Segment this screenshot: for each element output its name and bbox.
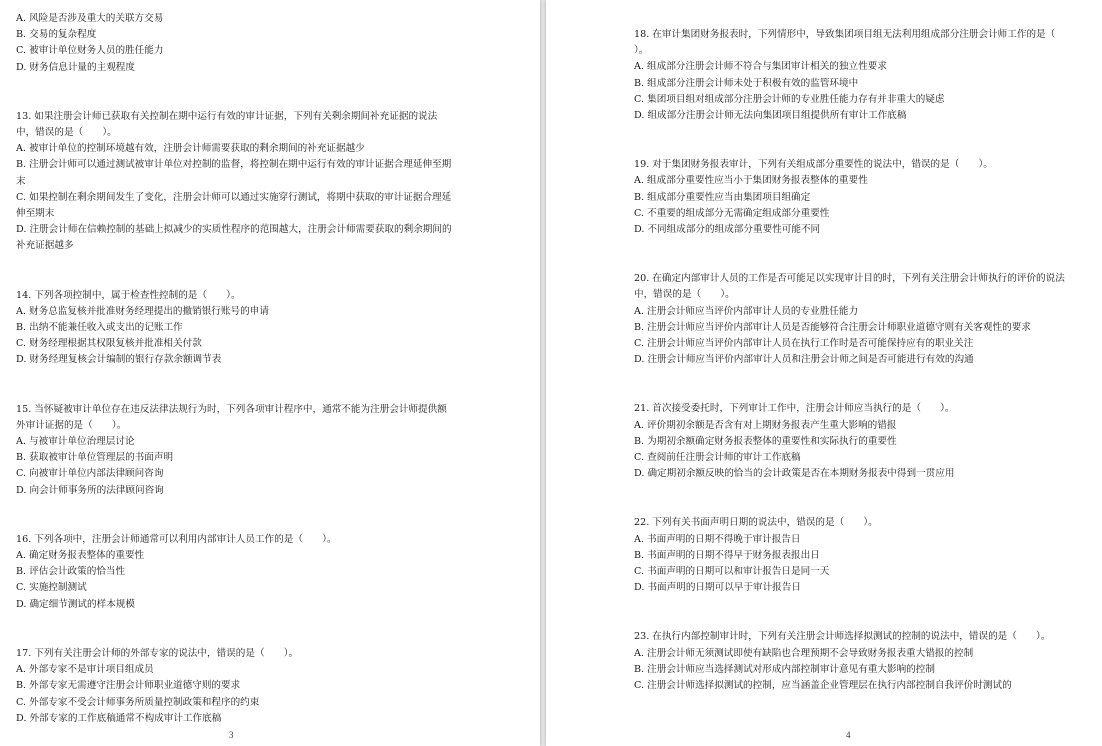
question-block bbox=[634, 515, 1066, 596]
answer-option: C. 财务经理根据其权限复核并批准相关付款 bbox=[16, 338, 202, 350]
answer-option: C. 注册会计师选择拟测试的控制，应当涵盖企业管理层在执行内部控制自我评价时测试的 bbox=[634, 680, 1012, 692]
question-block bbox=[634, 27, 1075, 124]
answer-option: A. 书面声明的日期不得晚于审计报告日 bbox=[634, 533, 801, 545]
answer-option: D. 外部专家的工作底稿通常不构成审计工作底稿 bbox=[16, 712, 222, 724]
answer-option: A. 注册会计师应当评价内部审计人员的专业胜任能力 bbox=[634, 305, 859, 317]
answer-option: A. 与被审计单位治理层讨论 bbox=[16, 436, 135, 448]
answer-option: B. 获取被审计单位管理层的书面声明 bbox=[16, 452, 174, 464]
question-stem: 23. 在执行内部控制审计时，下列有关注册会计师选择拟测试的控制的说法中，错误的是（ ）。 bbox=[634, 631, 1051, 643]
answer-option: D. 注册会计师应当评价内部审计人员和注册会计师之间是否可能进行有效的沟通 bbox=[634, 354, 974, 366]
answer-option: A. 风险是否涉及重大的关联方交易 bbox=[16, 13, 164, 24]
answer-option: B. 组成部分注册会计师未处于积极有效的监管环境中 bbox=[634, 77, 859, 89]
answer-option: B. 评估会计政策的恰当性 bbox=[16, 566, 126, 578]
question-stem: 13. 如果注册会计师已获取有关控制在期中运行有效的审计证据，下列有关剩余期间补充证据的说法中，错误的是（ ）。 bbox=[16, 110, 438, 139]
answer-option: D. 财务信息计量的主观程度 bbox=[16, 61, 135, 73]
answer-option: A. 确定财务报表整体的重要性 bbox=[16, 550, 145, 562]
answer-option: C. 被审计单位财务人员的胜任能力 bbox=[16, 45, 164, 57]
answer-option: D. 确定细节测试的样本规模 bbox=[16, 598, 135, 610]
question-block bbox=[16, 646, 452, 727]
answer-option: B. 注册会计师可以通过测试被审计单位对控制的监督，将控制在期中运行有效的审计证据合理延伸至期末 bbox=[16, 159, 452, 187]
answer-option: B. 书面声明的日期不得早于财务报表报出日 bbox=[634, 549, 820, 561]
answer-option: C. 注册会计师应当评价内部审计人员在执行工作时是否可能保持应有的职业关注 bbox=[634, 338, 974, 350]
page-number: 4 bbox=[846, 730, 851, 740]
answer-option: D. 财务经理复核会计编制的银行存款余额调节表 bbox=[16, 354, 222, 366]
question-block bbox=[634, 401, 1066, 482]
answer-option: C. 实施控制测试 bbox=[16, 582, 87, 594]
question-block bbox=[16, 532, 452, 613]
question-stem: 21. 首次接受委托时，下列审计工作中，注册会计师应当执行的是（ ）。 bbox=[634, 403, 955, 415]
answer-option: B. 组成部分重要性应当由集团项目组确定 bbox=[634, 191, 811, 203]
answer-option: D. 书面声明的日期可以早于审计报告日 bbox=[634, 582, 801, 594]
question-stem: 14. 下列各项控制中，属于检查性控制的是（ ）。 bbox=[16, 289, 241, 301]
answer-option: C. 外部专家不受会计师事务所质量控制政策和程序的约束 bbox=[16, 696, 260, 708]
answer-option: A. 组成部分注册会计师不符合与集团审计相关的独立性要求 bbox=[634, 61, 887, 73]
answer-option: B. 注册会计师应当选择测试对形成内部控制审计意见有重大影响的控制 bbox=[634, 663, 935, 675]
answer-option: C. 不重要的组成部分无需确定组成部分重要性 bbox=[634, 207, 830, 219]
answer-option: D. 组成部分注册会计师无法向集团项目组提供所有审计工作底稿 bbox=[634, 110, 907, 122]
answer-option: D. 向会计师事务所的法律顾问咨询 bbox=[16, 484, 164, 496]
answer-option: B. 为期初余额确定财务报表整体的重要性和实际执行的重要性 bbox=[634, 435, 897, 447]
document-page bbox=[546, 0, 1102, 746]
question-block bbox=[634, 157, 1066, 238]
answer-option: B. 注册会计师应当评价内部审计人员是否能够符合注册会计师职业道德守则有关客观性的要求 bbox=[634, 321, 1031, 333]
question-stem: 18. 在审计集团财务报表时，下列情形中，导致集团项目组无法利用组成部分注册会计师工作的是（ ）。 bbox=[634, 29, 1075, 57]
question-block bbox=[16, 11, 452, 76]
answer-option: B. 交易的复杂程度 bbox=[16, 29, 97, 41]
page-number: 3 bbox=[229, 730, 234, 740]
page-content bbox=[16, 11, 452, 746]
answer-option: A. 组成部分重要性应当小于集团财务报表整体的重要性 bbox=[634, 175, 868, 187]
answer-option: C. 书面声明的日期可以和审计报告日是同一天 bbox=[634, 566, 830, 578]
answer-option: C. 集团项目组对组成部分注册会计师的专业胜任能力存有并非重大的疑虑 bbox=[634, 93, 945, 105]
page-content bbox=[634, 27, 1075, 727]
question-block bbox=[634, 629, 1066, 694]
answer-option: D. 注册会计师在信赖控制的基础上拟减少的实质性程序的范围越大，注册会计师需要获取的剩余期间的补充证据越多 bbox=[16, 224, 452, 252]
answer-option: D. 不同组成部分的组成部分重要性可能不同 bbox=[634, 224, 821, 236]
answer-option: B. 出纳不能兼任收入或支出的记账工作 bbox=[16, 322, 183, 334]
answer-option: A. 评价期初余额是否含有对上期财务报表产生重大影响的错报 bbox=[634, 419, 897, 431]
answer-option: C. 向被审计单位内部法律顾问咨询 bbox=[16, 468, 164, 480]
question-block bbox=[16, 402, 452, 499]
answer-option: C. 如果控制在剩余期间发生了变化，注册会计师可以通过实施穿行测试，将期中获取的审计证据合理延伸至期末 bbox=[16, 191, 452, 220]
answer-option: A. 被审计单位的控制环境越有效，注册会计师需要获取的剩余期间的补充证据越少 bbox=[16, 143, 365, 155]
question-stem: 19. 对于集团财务报表审计，下列有关组成部分重要性的说法中，错误的是（ ）。 bbox=[634, 159, 993, 171]
question-block bbox=[634, 271, 1066, 368]
answer-option: B. 外部专家无需遵守注册会计师职业道德守则的要求 bbox=[16, 680, 241, 692]
question-stem: 22. 下列有关书面声明日期的说法中，错误的是（ ）。 bbox=[634, 517, 878, 529]
question-stem: 17. 下列有关注册会计师的外部专家的说法中，错误的是（ ）。 bbox=[16, 647, 299, 659]
answer-option: A. 外部专家不是审计项目组成员 bbox=[16, 664, 154, 676]
question-stem: 15. 当怀疑被审计单位存在违反法律法规行为时，下列各项审计程序中，通常不能为注册会计师提供额外审计证据的是（ ）。 bbox=[16, 403, 447, 431]
document-page bbox=[0, 0, 540, 746]
answer-option: C. 查阅前任注册会计师的审计工作底稿 bbox=[634, 452, 801, 464]
question-block bbox=[16, 288, 452, 369]
answer-option: A. 财务总监复核并批准财务经理提出的撤销银行账号的申请 bbox=[16, 305, 269, 317]
question-block bbox=[16, 109, 452, 255]
answer-option: A. 注册会计师无须测试即使有缺陷也合理预期不会导致财务报表重大错报的控制 bbox=[634, 647, 974, 659]
answer-option: D. 确定期初余额反映的恰当的会计政策是否在本期财务报表中得到一贯应用 bbox=[634, 468, 955, 480]
question-stem: 20. 在确定内部审计人员的工作是否可能足以实现审计目的时，下列有关注册会计师执行的评价的说法中，错误的是（ ）。 bbox=[634, 273, 1065, 301]
question-stem: 16. 下列各项中，注册会计师通常可以利用内部审计人员工作的是（ ）。 bbox=[16, 533, 337, 545]
